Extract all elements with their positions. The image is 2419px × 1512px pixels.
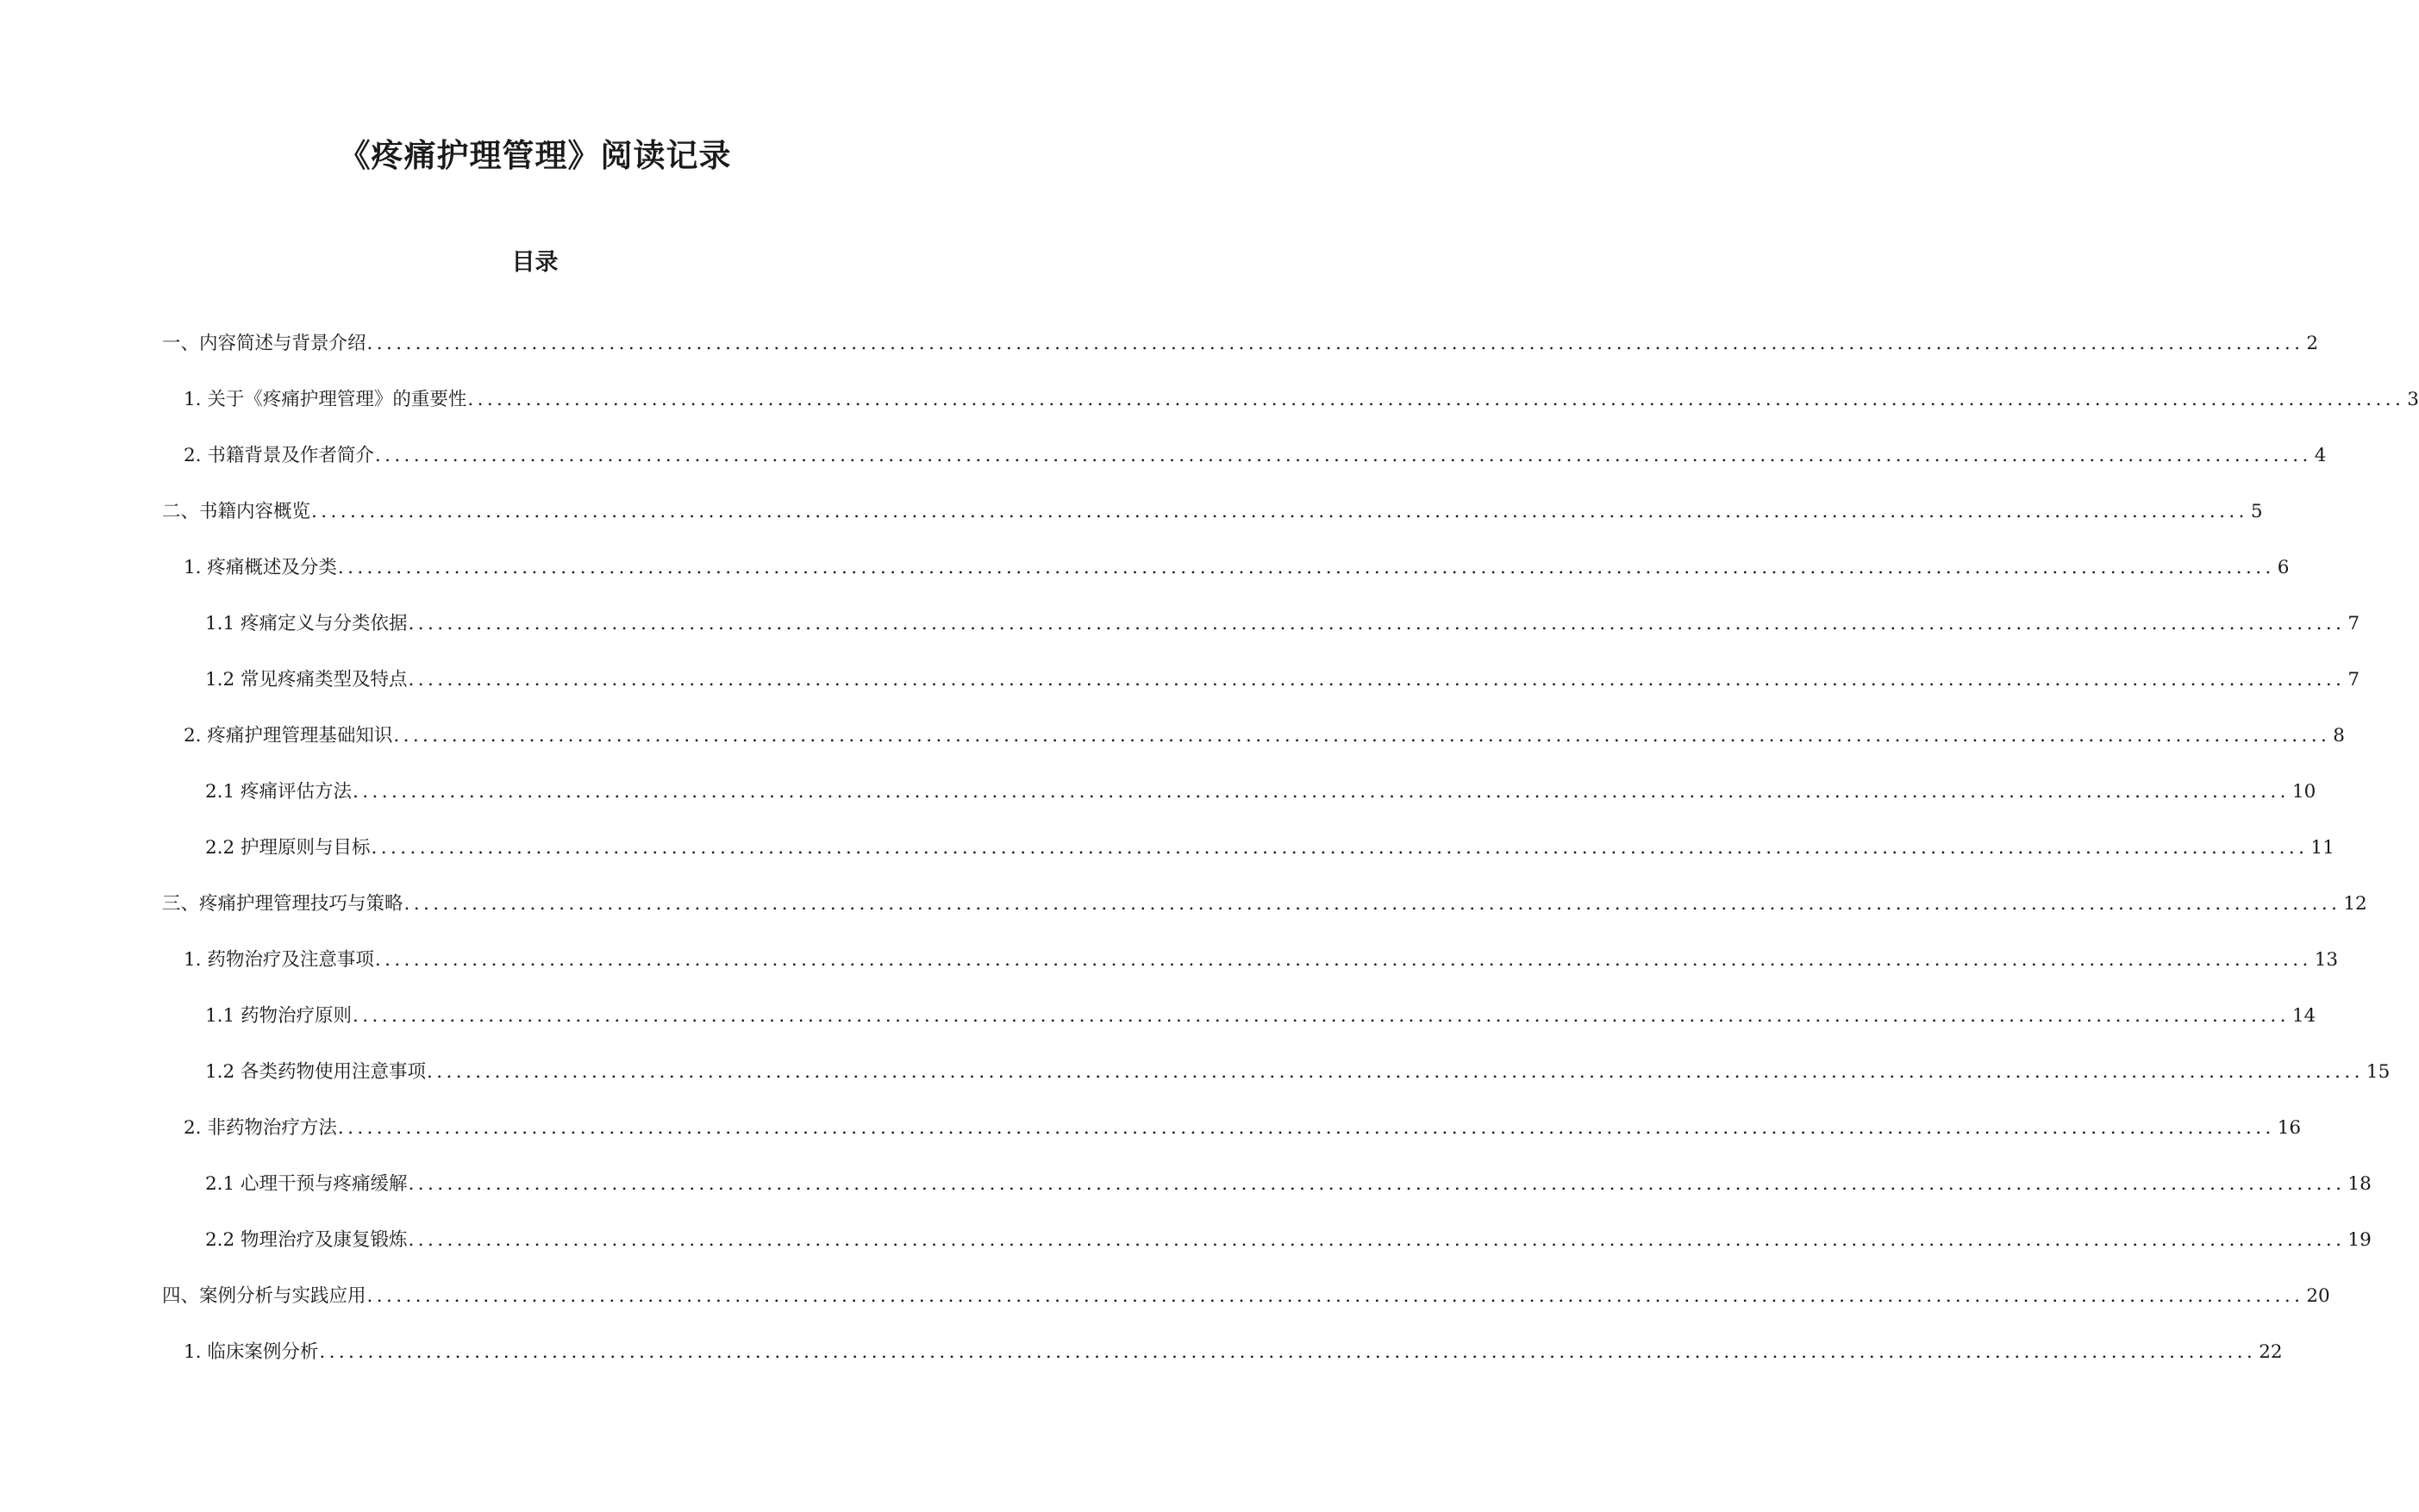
toc-entry-page: 15 <box>2366 1061 2391 1083</box>
toc-entry[interactable] <box>205 668 2360 724</box>
toc-entry-text: 2.2 物理治疗及康复锻炼 <box>205 1229 408 1251</box>
toc-leader-dots: ........................................................................................................................................................................................................ <box>319 1341 2257 1363</box>
toc-entry-page: 7 <box>2347 613 2360 634</box>
toc-entry-text: 1.1 疼痛定义与分类依据 <box>205 613 408 634</box>
toc-entry-page: 13 <box>2314 949 2339 971</box>
toc-leader-dots: ........................................................................................................................................................................................................ <box>403 893 2341 915</box>
toc-entry-page: 14 <box>2291 1005 2316 1027</box>
toc-leader-dots: ........................................................................................................................................................................................................ <box>408 613 2346 634</box>
toc-leader-dots: ........................................................................................................................................................................................................ <box>467 389 2405 410</box>
toc-entry-page: 3 <box>2407 389 2419 410</box>
toc-entry-page: 4 <box>2314 445 2327 466</box>
toc-leader-dots: ........................................................................................................................................................................................................ <box>408 1173 2346 1195</box>
toc-entry[interactable] <box>184 1116 2302 1172</box>
toc-entry-text: 四、案例分析与实践应用 <box>162 1285 366 1307</box>
toc-entry[interactable] <box>205 780 2316 836</box>
document-title: 《疼痛护理管理》阅读记录 <box>338 136 732 174</box>
toc-entry-page: 19 <box>2347 1229 2372 1251</box>
toc-leader-dots: ........................................................................................................................................................................................................ <box>374 445 2312 466</box>
toc-entry-text: 1. 药物治疗及注意事项 <box>184 949 374 971</box>
toc-entry[interactable] <box>205 1228 2372 1284</box>
toc-entry[interactable] <box>205 1060 2391 1116</box>
toc-entry[interactable] <box>205 612 2360 668</box>
toc-entry-text: 1.2 各类药物使用注意事项 <box>205 1061 427 1083</box>
toc-entry-text: 2.1 心理干预与疼痛缓解 <box>205 1173 408 1195</box>
toc-entry[interactable] <box>184 388 2419 444</box>
toc-entry[interactable] <box>184 556 2290 612</box>
toc-entry[interactable] <box>184 724 2345 780</box>
toc-entry-page: 22 <box>2259 1341 2283 1363</box>
toc-entry-text: 1. 临床案例分析 <box>184 1341 319 1363</box>
toc-heading: 目录 <box>511 249 559 276</box>
toc-leader-dots: ........................................................................................................................................................................................................ <box>366 1285 2304 1307</box>
toc-entry[interactable] <box>205 1004 2316 1060</box>
toc-entry-page: 2 <box>2306 333 2319 354</box>
toc-entry-text: 1. 疼痛概述及分类 <box>184 557 337 578</box>
toc-entry-page: 5 <box>2250 501 2263 522</box>
toc-leader-dots: ........................................................................................................................................................................................................ <box>337 1117 2275 1139</box>
toc-entry[interactable] <box>162 892 2367 948</box>
toc-leader-dots: ........................................................................................................................................................................................................ <box>374 949 2312 971</box>
toc-leader-dots: ........................................................................................................................................................................................................ <box>408 669 2346 690</box>
toc-entry-page: 12 <box>2343 893 2367 915</box>
toc-leader-dots: ........................................................................................................................................................................................................ <box>427 1061 2364 1083</box>
toc-entry-page: 8 <box>2333 725 2345 747</box>
toc-leader-dots: ........................................................................................................................................................................................................ <box>408 1229 2346 1251</box>
toc-leader-dots: ........................................................................................................................................................................................................ <box>353 1005 2290 1027</box>
toc-entry-text: 2. 疼痛护理管理基础知识 <box>184 725 393 747</box>
toc-entry[interactable] <box>184 444 2327 500</box>
toc-leader-dots: ........................................................................................................................................................................................................ <box>353 781 2290 803</box>
toc-entry[interactable] <box>184 948 2339 1004</box>
toc-entry-text: 2. 书籍背景及作者简介 <box>184 445 374 466</box>
table-of-contents <box>0 332 2419 1396</box>
toc-entry[interactable] <box>205 836 2335 892</box>
toc-entry-page: 6 <box>2277 557 2290 578</box>
toc-entry[interactable] <box>162 332 2319 388</box>
toc-entry[interactable] <box>205 1172 2372 1228</box>
toc-entry-text: 1. 关于《疼痛护理管理》的重要性 <box>184 389 467 410</box>
toc-entry-text: 1.1 药物治疗原则 <box>205 1005 353 1027</box>
toc-entry[interactable] <box>162 500 2263 556</box>
toc-leader-dots: ........................................................................................................................................................................................................ <box>337 557 2275 578</box>
toc-entry[interactable] <box>162 1284 2330 1340</box>
toc-leader-dots: ........................................................................................................................................................................................................ <box>311 501 2248 522</box>
toc-entry-text: 一、内容简述与背景介绍 <box>162 333 366 354</box>
toc-leader-dots: ........................................................................................................................................................................................................ <box>366 333 2304 354</box>
toc-entry-text: 二、书籍内容概览 <box>162 501 311 522</box>
toc-entry-page: 18 <box>2347 1173 2372 1195</box>
toc-leader-dots: ........................................................................................................................................................................................................ <box>371 837 2309 859</box>
toc-entry-text: 2.2 护理原则与目标 <box>205 837 371 859</box>
toc-entry-page: 10 <box>2291 781 2316 803</box>
toc-entry-page: 20 <box>2306 1285 2330 1307</box>
toc-entry-page: 7 <box>2347 669 2360 690</box>
toc-entry-text: 2. 非药物治疗方法 <box>184 1117 337 1139</box>
toc-entry-page: 11 <box>2310 837 2335 859</box>
toc-entry[interactable] <box>184 1340 2283 1396</box>
toc-entry-page: 16 <box>2277 1117 2302 1139</box>
toc-entry-text: 三、疼痛护理管理技巧与策略 <box>162 893 403 915</box>
toc-entry-text: 2.1 疼痛评估方法 <box>205 781 353 803</box>
toc-leader-dots: ........................................................................................................................................................................................................ <box>393 725 2331 747</box>
toc-entry-text: 1.2 常见疼痛类型及特点 <box>205 669 408 690</box>
